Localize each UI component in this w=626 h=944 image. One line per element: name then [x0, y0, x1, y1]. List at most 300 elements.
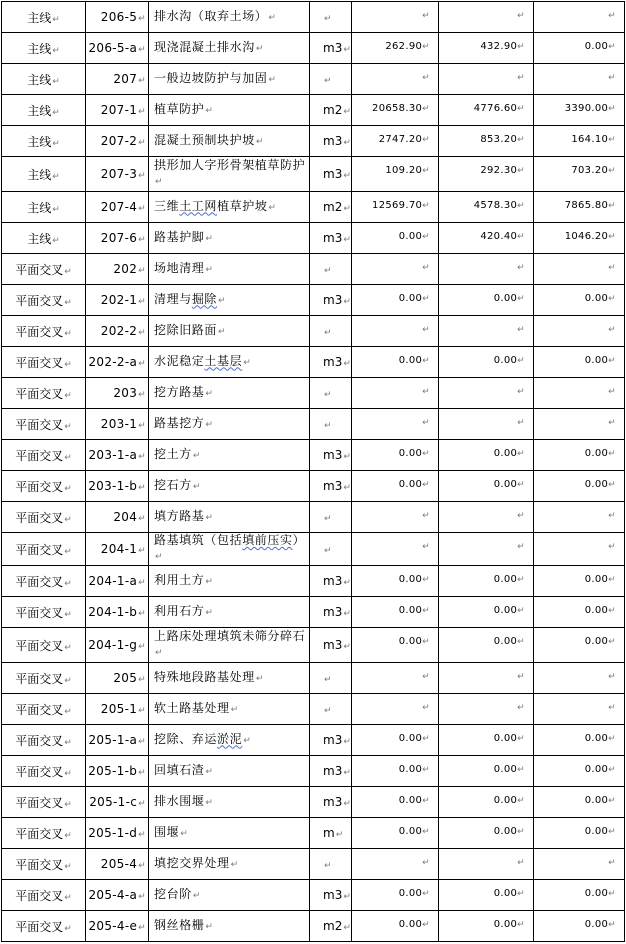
return-mark-icon: ↵ — [324, 861, 332, 871]
return-mark-icon: ↵ — [422, 827, 430, 837]
code-text: 205-1-c — [89, 795, 138, 809]
return-mark-icon: ↵ — [517, 418, 525, 428]
return-mark-icon: ↵ — [608, 387, 616, 397]
return-mark-icon: ↵ — [422, 294, 430, 304]
return-mark-icon: ↵ — [138, 171, 146, 181]
return-mark-icon: ↵ — [517, 920, 525, 930]
value-2-cell — [439, 597, 534, 628]
code-cell — [86, 533, 149, 566]
item-name-cell — [149, 880, 310, 911]
code-cell — [86, 409, 149, 440]
unit-cell — [310, 192, 352, 223]
code-cell — [86, 64, 149, 95]
segment-text: 平面交叉 — [15, 826, 64, 841]
item-name-cell — [149, 316, 310, 347]
return-mark-icon: ↵ — [517, 42, 525, 52]
value-1-cell — [352, 694, 439, 725]
return-mark-icon: ↵ — [608, 889, 616, 899]
return-mark-icon: ↵ — [517, 765, 525, 775]
value-1-cell — [352, 880, 439, 911]
return-mark-icon: ↵ — [138, 390, 146, 400]
item-name-text: 利用石方 — [154, 603, 205, 618]
unit-cell — [310, 566, 352, 597]
segment-cell — [2, 347, 86, 378]
table-row — [2, 533, 625, 566]
code-cell — [86, 725, 149, 756]
return-mark-icon: ↵ — [517, 11, 525, 21]
return-mark-icon: ↵ — [608, 11, 616, 21]
table-row — [2, 911, 625, 942]
return-mark-icon: ↵ — [52, 14, 60, 25]
value-1-text: 262.90 — [385, 41, 423, 52]
value-2-cell — [439, 157, 534, 192]
value-3-text: 0.00 — [584, 826, 609, 837]
unit-cell — [310, 157, 352, 192]
unit-text: m3 — [323, 448, 343, 462]
value-1-cell — [352, 157, 439, 192]
segment-cell — [2, 725, 86, 756]
code-text: 205 — [113, 671, 138, 685]
return-mark-icon: ↵ — [517, 201, 525, 211]
spellcheck-underline: 掘除 — [191, 291, 218, 306]
unit-cell — [310, 471, 352, 502]
return-mark-icon: ↵ — [422, 637, 430, 647]
return-mark-icon: ↵ — [218, 326, 227, 337]
return-mark-icon: ↵ — [422, 232, 430, 242]
return-mark-icon: ↵ — [422, 672, 430, 682]
return-mark-icon: ↵ — [155, 177, 164, 187]
segment-cell — [2, 756, 86, 787]
return-mark-icon: ↵ — [608, 672, 616, 682]
return-mark-icon: ↵ — [422, 480, 430, 490]
return-mark-icon: ↵ — [138, 799, 146, 809]
return-mark-icon: ↵ — [335, 830, 344, 840]
return-mark-icon: ↵ — [138, 204, 146, 214]
value-2-cell — [439, 818, 534, 849]
return-mark-icon: ↵ — [517, 511, 525, 521]
return-mark-icon: ↵ — [52, 235, 60, 246]
return-mark-icon: ↵ — [138, 45, 146, 55]
value-2-text: 0.00 — [493, 733, 518, 744]
value-2-text: 420.40 — [480, 231, 518, 242]
return-mark-icon: ↵ — [343, 768, 351, 778]
return-mark-icon: ↵ — [218, 295, 227, 306]
return-mark-icon: ↵ — [138, 483, 146, 493]
value-2-text: 0.00 — [493, 605, 518, 616]
value-2-text: 292.30 — [480, 165, 518, 176]
code-text: 205-1-d — [88, 826, 138, 840]
return-mark-icon: ↵ — [205, 921, 214, 932]
value-3-cell — [534, 787, 625, 818]
segment-cell — [2, 33, 86, 64]
return-mark-icon: ↵ — [52, 45, 60, 56]
value-1-text: 0.00 — [398, 733, 423, 744]
value-1-cell — [352, 566, 439, 597]
table-row — [2, 64, 625, 95]
value-3-cell — [534, 694, 625, 725]
unit-text: m3 — [323, 167, 343, 181]
return-mark-icon: ↵ — [192, 890, 201, 901]
return-mark-icon: ↵ — [64, 675, 72, 686]
value-3-cell — [534, 95, 625, 126]
return-mark-icon: ↵ — [608, 449, 616, 459]
code-cell — [86, 756, 149, 787]
return-mark-icon: ↵ — [138, 107, 146, 117]
return-mark-icon: ↵ — [180, 828, 189, 839]
value-1-cell — [352, 409, 439, 440]
return-mark-icon: ↵ — [205, 419, 214, 430]
item-name-cell — [149, 566, 310, 597]
unit-cell — [310, 316, 352, 347]
segment-text: 平面交叉 — [15, 605, 64, 620]
value-2-cell — [439, 694, 534, 725]
value-3-text: 0.00 — [584, 888, 609, 899]
value-1-cell — [352, 502, 439, 533]
value-3-cell — [534, 285, 625, 316]
code-cell — [86, 471, 149, 502]
unit-cell — [310, 694, 352, 725]
item-name-text: 特殊地段路基处理 — [154, 669, 255, 684]
value-3-cell — [534, 502, 625, 533]
code-text: 202 — [113, 262, 138, 276]
item-name-cell — [149, 64, 310, 95]
value-1-cell — [352, 378, 439, 409]
value-3-text: 164.10 — [571, 134, 609, 145]
return-mark-icon: ↵ — [517, 356, 525, 366]
return-mark-icon: ↵ — [517, 637, 525, 647]
unit-cell — [310, 818, 352, 849]
segment-cell — [2, 192, 86, 223]
return-mark-icon: ↵ — [138, 514, 146, 524]
code-text: 204 — [113, 510, 138, 524]
value-1-cell — [352, 347, 439, 378]
segment-text: 平面交叉 — [15, 919, 64, 934]
value-2-text: 4578.30 — [473, 200, 518, 211]
item-name-text: 拱形加人字形骨架植草防护 — [154, 158, 306, 172]
segment-text: 平面交叉 — [15, 355, 64, 370]
value-3-text: 0.00 — [584, 448, 609, 459]
value-2-text: 0.00 — [493, 764, 518, 775]
segment-text: 平面交叉 — [15, 262, 64, 277]
item-name-cell — [149, 440, 310, 471]
return-mark-icon: ↵ — [324, 421, 332, 431]
segment-cell — [2, 880, 86, 911]
table-body — [2, 2, 625, 942]
return-mark-icon: ↵ — [608, 734, 616, 744]
table-row — [2, 818, 625, 849]
segment-text: 平面交叉 — [15, 638, 64, 653]
value-3-cell — [534, 663, 625, 694]
return-mark-icon: ↵ — [138, 737, 146, 747]
return-mark-icon: ↵ — [64, 642, 72, 653]
unit-cell — [310, 347, 352, 378]
return-mark-icon: ↵ — [608, 166, 616, 176]
value-1-cell — [352, 597, 439, 628]
return-mark-icon: ↵ — [205, 105, 214, 116]
segment-cell — [2, 628, 86, 663]
value-3-cell — [534, 64, 625, 95]
value-1-cell — [352, 756, 439, 787]
item-name-text: 回填石渣 — [154, 762, 205, 777]
return-mark-icon: ↵ — [138, 138, 146, 148]
item-name-text: 填方路基 — [154, 508, 205, 523]
return-mark-icon: ↵ — [608, 104, 616, 114]
segment-cell — [2, 254, 86, 285]
return-mark-icon: ↵ — [608, 263, 616, 273]
return-mark-icon: ↵ — [64, 923, 72, 934]
return-mark-icon: ↵ — [343, 204, 351, 214]
return-mark-icon: ↵ — [138, 609, 146, 619]
return-mark-icon: ↵ — [343, 452, 351, 462]
value-1-cell — [352, 725, 439, 756]
value-2-text: 4776.60 — [473, 103, 518, 114]
value-3-cell — [534, 33, 625, 64]
return-mark-icon: ↵ — [517, 325, 525, 335]
value-1-text: 0.00 — [398, 605, 423, 616]
unit-cell — [310, 95, 352, 126]
segment-text: 平面交叉 — [15, 448, 64, 463]
value-2-cell — [439, 64, 534, 95]
return-mark-icon: ↵ — [517, 606, 525, 616]
return-mark-icon: ↵ — [517, 796, 525, 806]
code-cell — [86, 849, 149, 880]
code-cell — [86, 285, 149, 316]
return-mark-icon: ↵ — [517, 703, 525, 713]
value-3-text: 0.00 — [584, 355, 609, 366]
item-name-text: 填挖交界处理 — [154, 855, 230, 870]
return-mark-icon: ↵ — [64, 830, 72, 841]
table-row — [2, 285, 625, 316]
item-name-cell — [149, 628, 310, 663]
value-3-text: 1046.20 — [564, 231, 609, 242]
unit-text: m2 — [323, 103, 343, 117]
return-mark-icon: ↵ — [343, 297, 351, 307]
item-name-text: 挖石方 — [154, 477, 192, 492]
code-text: 206-5 — [100, 10, 138, 24]
segment-cell — [2, 64, 86, 95]
table-row — [2, 566, 625, 597]
item-name-text: 钢丝格栅 — [154, 917, 205, 932]
value-3-text: 0.00 — [584, 795, 609, 806]
unit-cell — [310, 597, 352, 628]
return-mark-icon: ↵ — [192, 450, 201, 461]
code-text: 207 — [113, 72, 138, 86]
value-3-cell — [534, 316, 625, 347]
return-mark-icon: ↵ — [517, 104, 525, 114]
code-text: 205-4-e — [88, 919, 138, 933]
return-mark-icon: ↵ — [64, 452, 72, 463]
segment-text: 主线 — [27, 231, 52, 246]
unit-text: m3 — [323, 293, 343, 307]
code-cell — [86, 192, 149, 223]
code-text: 205-4-a — [88, 888, 138, 902]
return-mark-icon: ↵ — [138, 642, 146, 652]
value-3-cell — [534, 471, 625, 502]
value-3-cell — [534, 880, 625, 911]
segment-cell — [2, 597, 86, 628]
return-mark-icon: ↵ — [343, 892, 351, 902]
return-mark-icon: ↵ — [324, 514, 332, 524]
value-2-cell — [439, 725, 534, 756]
quantity-table — [1, 1, 625, 942]
return-mark-icon: ↵ — [343, 171, 351, 181]
return-mark-icon: ↵ — [64, 737, 72, 748]
segment-text: 平面交叉 — [15, 542, 64, 557]
value-1-text: 0.00 — [398, 636, 423, 647]
segment-text: 平面交叉 — [15, 795, 64, 810]
value-3-cell — [534, 126, 625, 157]
item-name-cell — [149, 33, 310, 64]
value-1-cell — [352, 787, 439, 818]
value-2-cell — [439, 566, 534, 597]
segment-text: 主线 — [27, 200, 52, 215]
item-name-text: 软土路基处理 — [154, 700, 230, 715]
return-mark-icon: ↵ — [422, 765, 430, 775]
item-name-text: 上路床处理填筑未筛分碎石 — [154, 629, 306, 643]
value-3-cell — [534, 254, 625, 285]
return-mark-icon: ↵ — [608, 606, 616, 616]
code-text: 205-4 — [100, 857, 138, 871]
code-text: 203-1-a — [88, 448, 138, 462]
return-mark-icon: ↵ — [343, 923, 351, 933]
item-name-cell — [149, 409, 310, 440]
value-3-cell — [534, 566, 625, 597]
return-mark-icon: ↵ — [268, 202, 277, 213]
segment-text: 平面交叉 — [15, 324, 64, 339]
code-cell — [86, 787, 149, 818]
item-name-cell — [149, 471, 310, 502]
code-cell — [86, 694, 149, 725]
return-mark-icon: ↵ — [52, 204, 60, 215]
segment-cell — [2, 440, 86, 471]
table-row — [2, 378, 625, 409]
return-mark-icon: ↵ — [268, 74, 277, 85]
return-mark-icon: ↵ — [64, 706, 72, 717]
return-mark-icon: ↵ — [422, 104, 430, 114]
item-name-cell — [149, 911, 310, 942]
item-name-cell — [149, 663, 310, 694]
table-row — [2, 880, 625, 911]
item-name-text: 挖除旧路面 — [154, 322, 218, 337]
value-2-text: 0.00 — [493, 574, 518, 585]
value-1-text: 0.00 — [398, 826, 423, 837]
return-mark-icon: ↵ — [343, 107, 351, 117]
unit-cell — [310, 502, 352, 533]
segment-cell — [2, 533, 86, 566]
segment-text: 主线 — [27, 167, 52, 182]
segment-text: 平面交叉 — [15, 293, 64, 308]
code-cell — [86, 95, 149, 126]
value-2-cell — [439, 254, 534, 285]
return-mark-icon: ↵ — [422, 356, 430, 366]
code-text: 203-1 — [100, 417, 138, 431]
code-text: 205-1-b — [88, 764, 138, 778]
item-name-text: 利用土方 — [154, 572, 205, 587]
unit-cell — [310, 628, 352, 663]
value-3-cell — [534, 725, 625, 756]
value-2-cell — [439, 316, 534, 347]
return-mark-icon: ↵ — [138, 297, 146, 307]
item-name-text: 挖除、弃运淤泥 — [154, 731, 243, 746]
return-mark-icon: ↵ — [608, 542, 616, 552]
return-mark-icon: ↵ — [517, 387, 525, 397]
item-name-text: 现浇混凝土排水沟 — [154, 39, 255, 54]
return-mark-icon: ↵ — [268, 12, 277, 23]
value-3-text: 0.00 — [584, 764, 609, 775]
code-text: 207-2 — [100, 134, 138, 148]
segment-text: 平面交叉 — [15, 510, 64, 525]
segment-cell — [2, 126, 86, 157]
value-2-text: 0.00 — [493, 355, 518, 366]
return-mark-icon: ↵ — [608, 294, 616, 304]
item-name-text: 植草防护 — [154, 101, 205, 116]
return-mark-icon: ↵ — [422, 734, 430, 744]
segment-text: 平面交叉 — [15, 479, 64, 494]
item-name-text: 围堰 — [154, 824, 180, 839]
item-name-cell — [149, 756, 310, 787]
code-cell — [86, 566, 149, 597]
value-3-cell — [534, 628, 625, 663]
return-mark-icon: ↵ — [155, 648, 164, 658]
return-mark-icon: ↵ — [422, 73, 430, 83]
unit-cell — [310, 440, 352, 471]
return-mark-icon: ↵ — [138, 768, 146, 778]
table-row — [2, 192, 625, 223]
value-2-cell — [439, 126, 534, 157]
value-1-cell — [352, 849, 439, 880]
table-row — [2, 597, 625, 628]
return-mark-icon: ↵ — [422, 858, 430, 868]
value-2-cell — [439, 378, 534, 409]
unit-text: m — [323, 826, 335, 840]
return-mark-icon: ↵ — [517, 542, 525, 552]
table-row — [2, 95, 625, 126]
return-mark-icon: ↵ — [64, 328, 72, 339]
return-mark-icon: ↵ — [343, 642, 351, 652]
code-cell — [86, 628, 149, 663]
code-cell — [86, 378, 149, 409]
unit-text: m3 — [323, 638, 343, 652]
unit-cell — [310, 64, 352, 95]
value-2-text: 0.00 — [493, 888, 518, 899]
return-mark-icon: ↵ — [138, 359, 146, 369]
value-1-text: 0.00 — [398, 795, 423, 806]
value-1-cell — [352, 64, 439, 95]
value-2-cell — [439, 502, 534, 533]
item-name-text: 混凝土预制块护坡 — [154, 132, 255, 147]
value-3-text: 0.00 — [584, 919, 609, 930]
return-mark-icon: ↵ — [64, 359, 72, 370]
value-1-cell — [352, 471, 439, 502]
item-name-cell — [149, 223, 310, 254]
table-row — [2, 157, 625, 192]
return-mark-icon: ↵ — [324, 76, 332, 86]
return-mark-icon: ↵ — [517, 827, 525, 837]
return-mark-icon: ↵ — [343, 235, 351, 245]
return-mark-icon: ↵ — [422, 263, 430, 273]
segment-text: 平面交叉 — [15, 386, 64, 401]
return-mark-icon: ↵ — [324, 14, 332, 24]
segment-text: 平面交叉 — [15, 857, 64, 872]
code-text: 207-4 — [100, 200, 138, 214]
value-1-text: 2747.20 — [378, 134, 423, 145]
return-mark-icon: ↵ — [64, 546, 72, 557]
return-mark-icon: ↵ — [343, 138, 351, 148]
return-mark-icon: ↵ — [138, 546, 146, 556]
return-mark-icon: ↵ — [205, 264, 214, 275]
return-mark-icon: ↵ — [422, 703, 430, 713]
unit-text: m3 — [323, 888, 343, 902]
